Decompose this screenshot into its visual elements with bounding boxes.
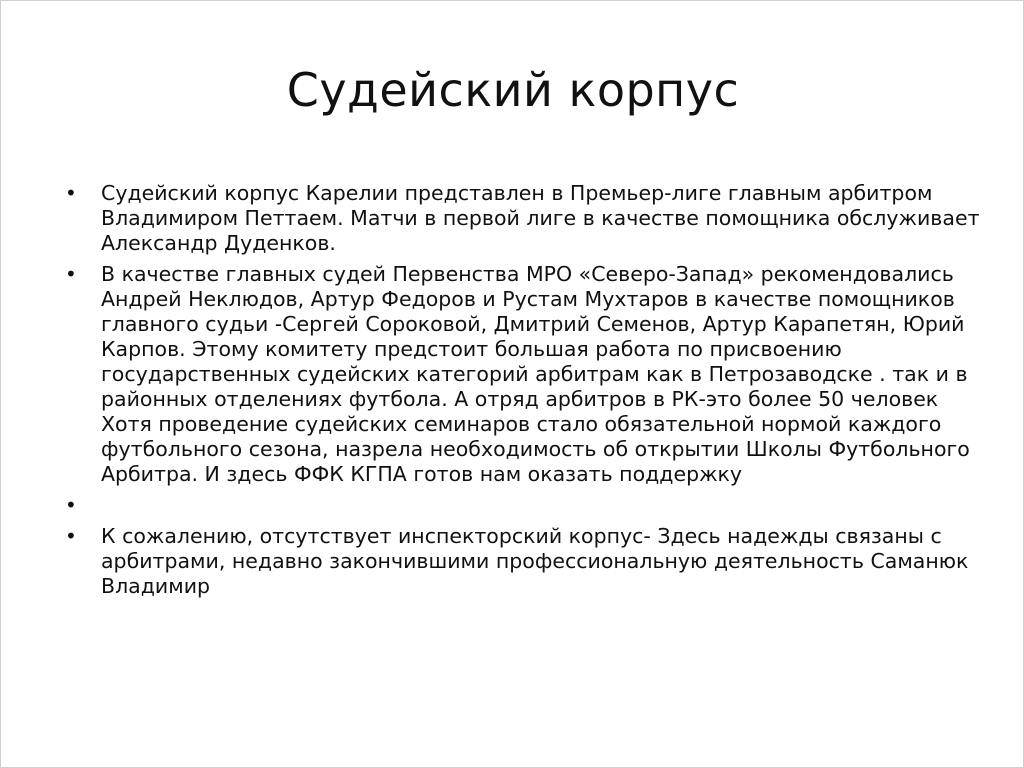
bullet-marker: • (65, 262, 77, 286)
slide-title: Судейский корпус (286, 63, 740, 117)
bullet-item (61, 181, 981, 256)
bullet-text (101, 493, 981, 518)
bullet-text: Судейский корпус Карелии представлен в Премьер-лиге главным арбитром Владимиром Петтаем. Матчи в первой лиге в качестве помощника обслуживает Александр Дуденков. (101, 181, 980, 255)
bullet-item (61, 262, 981, 487)
bullet-marker: • (65, 524, 77, 548)
bullet-item (61, 524, 981, 599)
bullet-item (61, 493, 981, 518)
bullet-marker: • (65, 493, 77, 517)
bullet-text: В качестве главных судей Первенства МРО «Северо-Запад» рекомендовались Андрей Неклюдов, Артур Федоров и Рустам Мухтаров в качестве помощников главного судьи -Сергей Сороковой, Дмитрий Семенов, Артур Карапетян, Юрий Карпов. Этому комитету предстоит большая работа по присвоению государственных судейских категорий арбитрам как в Петрозаводске . так и в районных отделениях футбола. А отряд арбитров в РК-это более 50 человек Хотя проведение судейских семинаров стало обязательной нормой каждого футбольного сезона, назрела необходимость об открытии Школы Футбольного Арбитра. И здесь ФФК КГПА готов нам оказать поддержку (101, 262, 970, 486)
bullet-list (61, 181, 981, 605)
bullet-text: К сожалению, отсутствует инспекторский корпус- Здесь надежды связаны с арбитрами, недавно закончившими профессиональную деятельность Саманюк Владимир (101, 524, 969, 598)
bullet-marker: • (65, 181, 77, 205)
